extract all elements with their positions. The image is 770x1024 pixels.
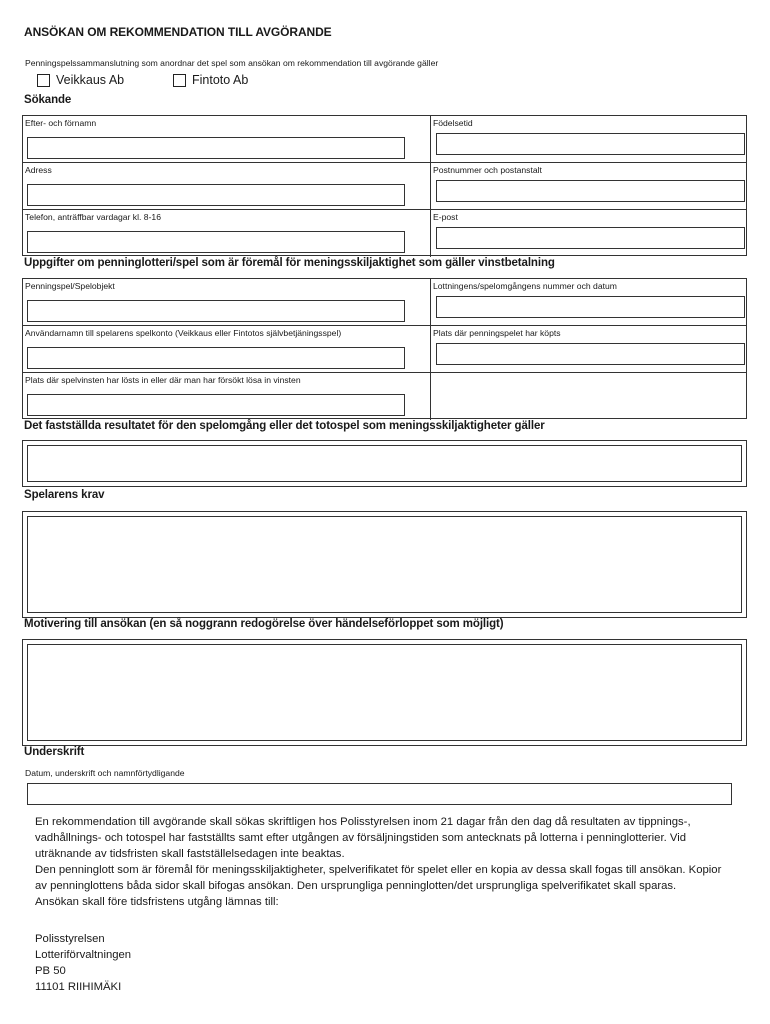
postal-field[interactable] — [436, 180, 745, 202]
result-field[interactable] — [27, 445, 742, 482]
phone-label: Telefon, anträffbar vardagar kl. 8-16 — [25, 212, 161, 222]
draw-label: Lottningens/spelomgångens nummer och datum — [433, 281, 617, 291]
name-field[interactable] — [27, 137, 405, 159]
veikkaus-checkbox[interactable] — [37, 74, 50, 87]
purchase-place-label: Plats där penningspelet har köpts — [433, 328, 561, 338]
address-line-2: Lotteriförvaltningen — [35, 949, 132, 961]
fintoto-checkbox[interactable] — [173, 74, 186, 87]
claim-box — [22, 511, 747, 618]
purchase-place-field[interactable] — [436, 343, 745, 365]
game-label: Penningspel/Spelobjekt — [25, 281, 115, 291]
association-question: Penningspelssammanslutning som anordnar det spel som ansökan om rekommendation till avgörande gäller — [25, 58, 439, 68]
birth-label: Födelsetid — [433, 118, 473, 128]
email-field[interactable] — [436, 227, 745, 249]
birth-field[interactable] — [436, 133, 745, 155]
address-label: Adress — [25, 165, 52, 175]
applicant-row-name — [23, 116, 746, 163]
address-field[interactable] — [27, 184, 405, 206]
applicant-row-contact — [23, 210, 746, 257]
signature-field[interactable] — [27, 783, 732, 805]
email-label: E-post — [433, 212, 458, 222]
phone-field[interactable] — [27, 231, 405, 253]
redeem-place-label: Plats där spelvinsten har lösts in eller där man har försökt lösa in vinsten — [25, 375, 301, 385]
game-row-2 — [23, 326, 746, 373]
option-fintoto[interactable] — [173, 72, 248, 88]
instructions-paragraph-1: En rekommendation till avgörande skall sökas skriftligen hos Polisstyrelsen inom 21 dagar från den dag då resultaten av tippnings-, vadhållnings- och totospel har fastställts samt efter utgången av försäljningstiden som antecknats på lotterna i penninglotterier. Vid uträknande av tidsfristen skall fastställelsedagen inte beaktas. — [35, 816, 691, 860]
game-row-1 — [23, 279, 746, 326]
fintoto-label: Fintoto Ab — [192, 73, 249, 87]
game-heading: Uppgifter om penninglotteri/spel som är föremål för meningsskiljaktighet som gäller vinstbetalning — [24, 257, 555, 269]
applicant-row-address — [23, 163, 746, 210]
result-box — [22, 440, 747, 487]
claim-heading: Spelarens krav — [24, 489, 105, 501]
address-line-4: 11101 RIIHIMÄKI — [35, 981, 122, 993]
name-label: Efter- och förnamn — [25, 118, 97, 128]
game-field[interactable] — [27, 300, 405, 322]
address-line-1: Polisstyrelsen — [35, 933, 105, 945]
claim-field[interactable] — [27, 516, 742, 613]
address-line-3: PB 50 — [35, 965, 66, 977]
motivation-field[interactable] — [27, 644, 742, 741]
applicant-grid — [22, 115, 747, 256]
username-field[interactable] — [27, 347, 405, 369]
redeem-place-field[interactable] — [27, 394, 405, 416]
signature-label: Datum, underskrift och namnförtydligande — [25, 768, 185, 778]
empty-cell — [431, 373, 746, 420]
postal-label: Postnummer och postanstalt — [433, 165, 542, 175]
instructions-paragraph-2: Den penninglott som är föremål för meningsskiljaktigheter, spelverifikatet för spelet eller en kopia av dessa skall fogas till ansökan. Kopior av penninglottens båda sidor skall bifogas ansökan. Den ursprungliga penninglotten/det ursprungliga spelverifikatet skall sparas. — [35, 864, 722, 892]
applicant-heading: Sökande — [24, 94, 72, 106]
game-row-3 — [23, 373, 746, 420]
postal-address — [35, 931, 131, 995]
result-heading: Det fastställda resultatet för den spelomgång eller det totospel som meningsskiljaktigheter gäller — [24, 420, 545, 432]
option-veikkaus[interactable] — [37, 72, 124, 88]
instructions — [35, 814, 735, 910]
instructions-paragraph-3: Ansökan skall före tidsfristens utgång lämnas till: — [35, 896, 279, 908]
game-grid — [22, 278, 747, 419]
motivation-box — [22, 639, 747, 746]
signature-heading: Underskrift — [24, 746, 85, 758]
motivation-heading: Motivering till ansökan (en så noggrann redogörelse över händelseförloppet som möjligt) — [24, 618, 504, 630]
draw-field[interactable] — [436, 296, 745, 318]
form-title: ANSÖKAN OM REKOMMENDATION TILL AVGÖRANDE — [24, 25, 332, 39]
veikkaus-label: Veikkaus Ab — [56, 73, 125, 87]
username-label: Användarnamn till spelarens spelkonto (Veikkaus eller Fintotos självbetjäningsspel) — [25, 328, 342, 338]
